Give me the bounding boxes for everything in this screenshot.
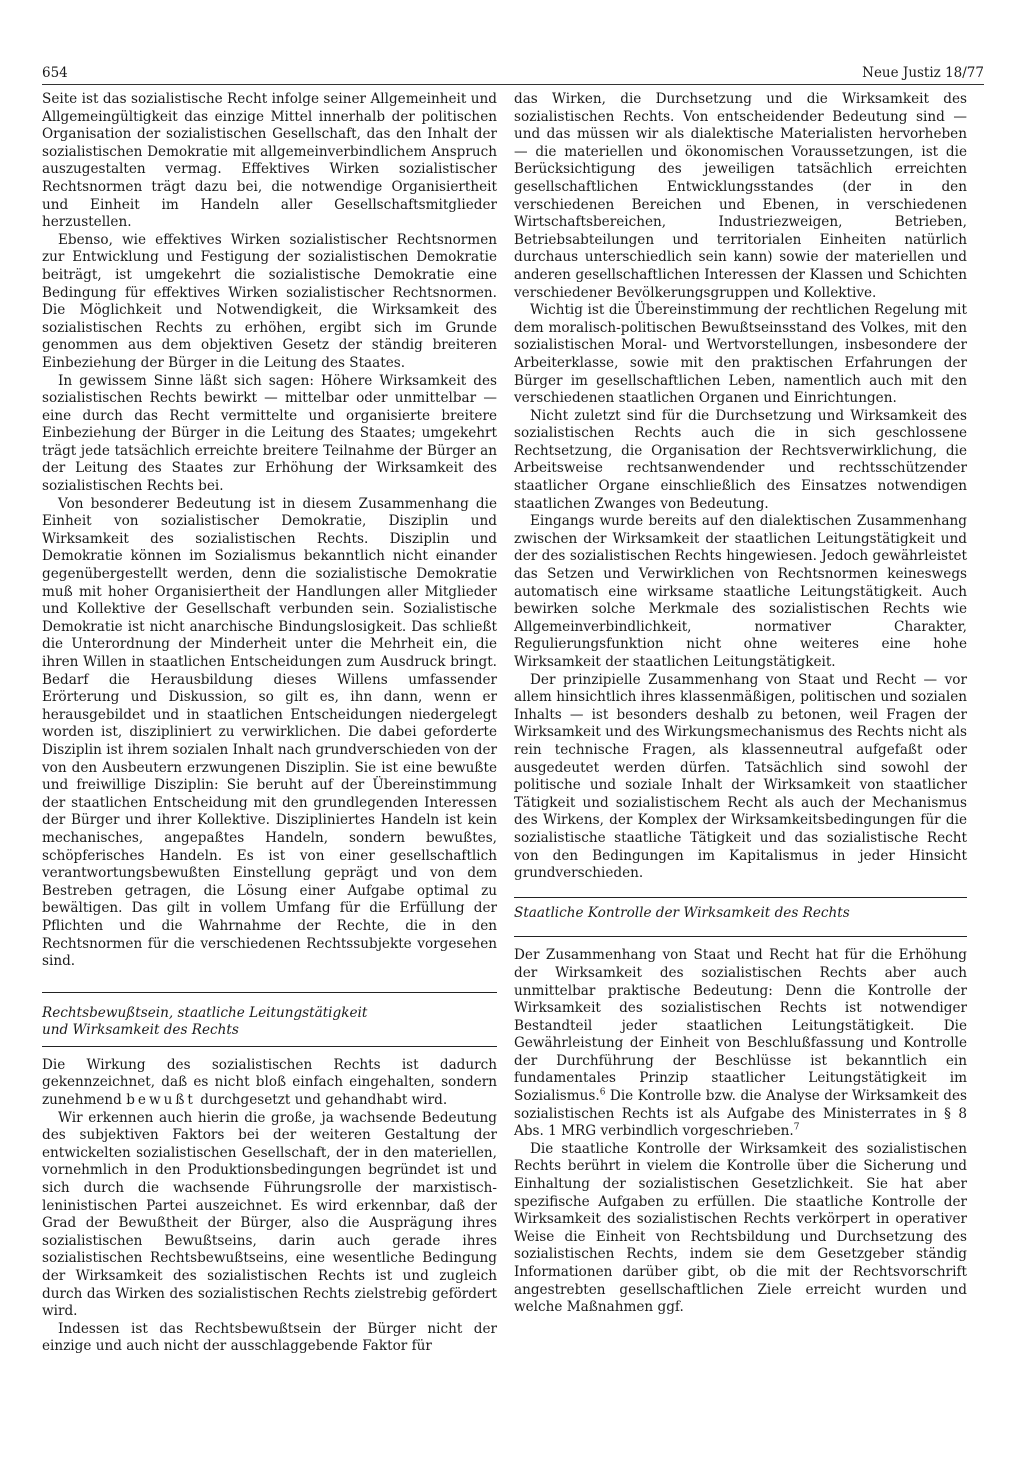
paragraph: Wir erkennen auch hierin die große, ja wachsende Bedeutung des subjektiven Faktors bei der weiteren Gestaltung der entwickelten sozialistischen Gesellschaft, der in den materiellen, vornehmlich in den Produktionsbedingungen begründet ist und sich durch die wachsende Führungsrolle der marxistisch-leninistischen Partei auszeichnet. Es wird erkennbar, daß der Grad der Bewußtheit der Bürger, also die Ausprägung ihres sozialistischen Bewußtseins, darin auch gerade ihres sozialistischen Rechtsbewußtseins, eine wesentliche Bedingung der Wirksamkeit des sozialistischen Rechts ist und zugleich durch das Wirken des sozialistischen Rechts zielstrebig gefördert wird. [42, 1109, 497, 1320]
section-heading-line1: Rechtsbewußtsein, staatliche Leitungstätigkeit [42, 1004, 368, 1021]
journal-issue: Neue Justiz 18/77 [862, 65, 984, 81]
text-run: Die Kontrolle bzw. die Analyse der Wirksamkeit des sozialistischen Rechts ist als Aufgabe des Ministerrates in § 8 Abs. 1 MRG verbindlich vorgeschrieben. [514, 1088, 967, 1140]
paragraph: In gewissem Sinne läßt sich sagen: Höhere Wirksamkeit des sozialistischen Rechts bewirkt — mittelbar oder unmittelbar — eine durch das Recht vermittelte und organisierte breitere Einbeziehung der Bürger in die Leitung des Staates; umgekehrt trägt jede tatsächlich erreichte breitere Teilnahme der Bürger an der Leitung des Staates zur Erhöhung der Wirksamkeit des sozialistischen Rechts bei. [42, 372, 497, 495]
running-header [42, 64, 984, 82]
section-heading-line2: und Wirksamkeit des Rechts [42, 1022, 239, 1039]
paragraph: Seite ist das sozialistische Recht infolge seiner Allgemeinheit und Allgemeingültigkeit das einzige Mittel innerhalb der politischen Organisation der sozialistischen Gesellschaft, das den Inhalt der sozialistischen Demokratie mit allgemeinverbindlichem Anspruch auszugestalten vermag. Effektives Wirken sozialistischer Rechtsnormen trägt dazu bei, die notwendige Organisiertheit und Einheit im Handeln aller Gesellschaftsmitglieder herzustellen. [42, 91, 497, 231]
header-rule [42, 84, 984, 85]
emphasized-word: bewußt [126, 1092, 196, 1109]
text-run: Der Zusammenhang von Staat und Recht hat für die Erhöhung der Wirksamkeit des sozialistischen Rechts aber auch unmittelbar praktische Bedeutung: Denn die Kontrolle der Wirksamkeit des sozialistischen Rechts ist notwendiger Bestandteil jeder staatlichen Leitungstätigkeit. Die Gewährleistung der Einheit von Beschlußfassung und Kontrolle der Durchführung der Beschlüsse ist bekanntlich ein fundamentales Prinzip staatlicher Leitungstätigkeit im Sozialismus. [514, 947, 967, 1105]
paragraph: Der prinzipielle Zusammenhang von Staat und Recht — vor allem hinsichtlich ihres klassenmäßigen, politischen und sozialen Inhalts — ist besonders deshalb zu betonen, weil Fragen der Wirksamkeit und des Wirkungsmechanismus des Rechts nicht als rein technische Fragen, als klassenneutral aufgefaßt oder ausgedeutet werden dürfen. Tatsächlich sind sowohl der politische und soziale Inhalt der Wirksamkeit von staatlicher Tätigkeit und sozialistischem Recht als auch der Mechanismus des Wirkens, der Komplex der Wirksamkeitsbedingungen für die sozialistische staatliche Tätigkeit und das sozialistische Recht von den Bedingungen im Kapitalismus in jeder Hinsicht grundverschieden. [514, 671, 967, 882]
page-number: 654 [42, 65, 68, 81]
text-run: durchgesetzt und gehandhabt wird. [200, 1092, 448, 1109]
paragraph: Wichtig ist die Übereinstimmung der rechtlichen Regelung mit dem moralisch-politischen Bewußtseinsstand des Volkes, mit den sozialistischen Moral- und Wertvorstellungen, insbesondere der Arbeiterklasse, sowie mit den praktischen Erfahrungen der Bürger im gesellschaftlichen Leben, namentlich auch mit den verschiedenen staatlichen Organen und Einrichtungen. [514, 302, 967, 407]
right-column [514, 91, 967, 1317]
paragraph: Indessen ist das Rechtsbewußtsein der Bürger nicht der einzige und auch nicht der ausschlaggebende Faktor für [42, 1320, 497, 1355]
left-column [42, 91, 497, 1356]
paragraph [514, 947, 967, 1141]
text-run: Die Wirkung des sozialistischen Rechts ist dadurch gekennzeichnet, daß es nicht bloß einfach eingehalten, sondern zunehmend [42, 1056, 497, 1109]
section-heading: Staatliche Kontrolle der Wirksamkeit des Rechts [514, 904, 850, 921]
paragraph: das Wirken, die Durchsetzung und die Wirksamkeit des sozialistischen Rechts. Von entscheidender Bedeutung sind — und das müssen wir als dialektische Materialisten hervorheben — die materiellen und ökonomischen Voraussetzungen, ist die Berücksichtigung des jeweiligen tatsächlich erreichten gesellschaftlichen Entwicklungsstandes (der in den verschiedenen Bereichen und Ebenen, in verschiedenen Wirtschaftsbereichen, Industriezweigen, Betrieben, Betriebsabteilungen und territorialen Einheiten natürlich durchaus unterschiedlich sein kann) sowie der materiellen und anderen gesellschaftlichen Interessen der Klassen und Schichten verschiedener Bevölkerungsgruppen und Kollektive. [514, 91, 967, 301]
paragraph: Von besonderer Bedeutung ist in diesem Zusammenhang die Einheit von sozialistischer Demokratie, Disziplin und Wirksamkeit des sozialistischen Rechts. Disziplin und Demokratie können im Sozialismus bekanntlich nicht einander gegenübergestellt werden, denn die sozialistische Demokratie muß mit hoher Organisiertheit der Handlungen aller Mitglieder und Kollektive der Gesellschaft verbunden sein. Sozialistische Demokratie ist nicht anarchische Bindungslosigkeit. Das schließt die Unterordnung der Minderheit unter die Mehrheit ein, die ihren Willen in staatlichen Entscheidungen zum Ausdruck bringt. Bedarf die Herausbildung dieses Willens umfassender Erörterung und Diskussion, so gilt es, ihn dann, wenn er herausgebildet und in staatlichen Entscheidungen niedergelegt worden ist, diszipliniert zu verwirklichen. Die dabei geforderte Disziplin ist ihrem sozialen Inhalt nach grundverschieden von der von den Ausbeutern erzwungenen Disziplin. Sie ist eine bewußte und freiwillige Disziplin: Sie beruht auf der Übereinstimmung der staatlichen Entscheidung mit den grundlegenden Interessen der Bürger und ihrer Kollektive. Diszipliniertes Handeln ist kein mechanisches, angepaßtes Handeln, sondern bewußtes, schöpferisches Handeln. Es ist von einer gesellschaftlich verantwortungsbewußten Einstellung geprägt und von dem Bestreben getragen, die Lösung einer Aufgabe optimal zu bewältigen. Das gilt in vollem Umfang für die Erfüllung der Pflichten und die Wahrnahme der Rechte, die in den Rechtsnormen für die verschiedenen Rechtssubjekte vorgesehen sind. [42, 495, 497, 970]
paragraph [42, 1057, 497, 1110]
footnote-ref[interactable]: 7 [793, 1122, 800, 1133]
paragraph: Die staatliche Kontrolle der Wirksamkeit des sozialistischen Rechts berührt in vielem die Kontrolle über die Sicherung und Einhaltung der sozialistischen Gesetzlichkeit. Sie hat aber spezifische Aufgaben zu erfüllen. Die staatliche Kontrolle der Wirksamkeit des sozialistischen Rechts verkörpert in operativer Weise die Einheit von Rechtsbildung und Durchsetzung des sozialistischen Rechts, indem sie dem Gesetzgeber ständig Informationen darüber gibt, ob die mit der Rechtsvorschrift angestrebten gesellschaftlichen Ziele erreicht wurden und welche Maßnahmen ggf. [514, 1140, 967, 1316]
section-heading [42, 1005, 497, 1040]
paragraph: Nicht zuletzt sind für die Durchsetzung und Wirksamkeit des sozialistischen Rechts auch die in sich geschlossene Rechtsetzung, die Organisation der Rechtsverwirklichung, die Arbeitsweise rechtsanwendender und rechtsschützender staatlicher Organe einschließlich des Einsatzes notwendigen staatlichen Zwanges von Bedeutung. [514, 407, 967, 512]
paragraph: Ebenso, wie effektives Wirken sozialistischer Rechtsnormen zur Entwicklung und Festigung der sozialistischen Demokratie beiträgt, ist umgekehrt die sozialistische Demokratie eine Bedingung für effektives Wirken sozialistischer Rechtsnormen. Die Möglichkeit und Notwendigkeit, die Wirksamkeit des sozialistischen Rechts zu erhöhen, ergibt sich im Grunde genommen aus dem objektiven Gesetz der ständig breiteren Einbeziehung der Bürger in die Leitung des Staates. [42, 231, 497, 371]
footnote-ref[interactable]: 6 [599, 1087, 606, 1098]
paragraph: Eingangs wurde bereits auf den dialektischen Zusammenhang zwischen der Wirksamkeit der staatlichen Leitungstätigkeit und der des sozialistischen Rechts hingewiesen. Jedoch gewährleistet das Setzen und Verwirklichen von Rechtsnormen keineswegs automatisch eine wirksame staatliche Leitungstätigkeit. Auch bewirken solche Merkmale des sozialistischen Rechts wie Allgemeinverbindlichkeit, normativer Charakter, Regulierungsfunktion nicht ohne weiteres eine hohe Wirksamkeit der staatlichen Leitungstätigkeit. [514, 513, 967, 670]
